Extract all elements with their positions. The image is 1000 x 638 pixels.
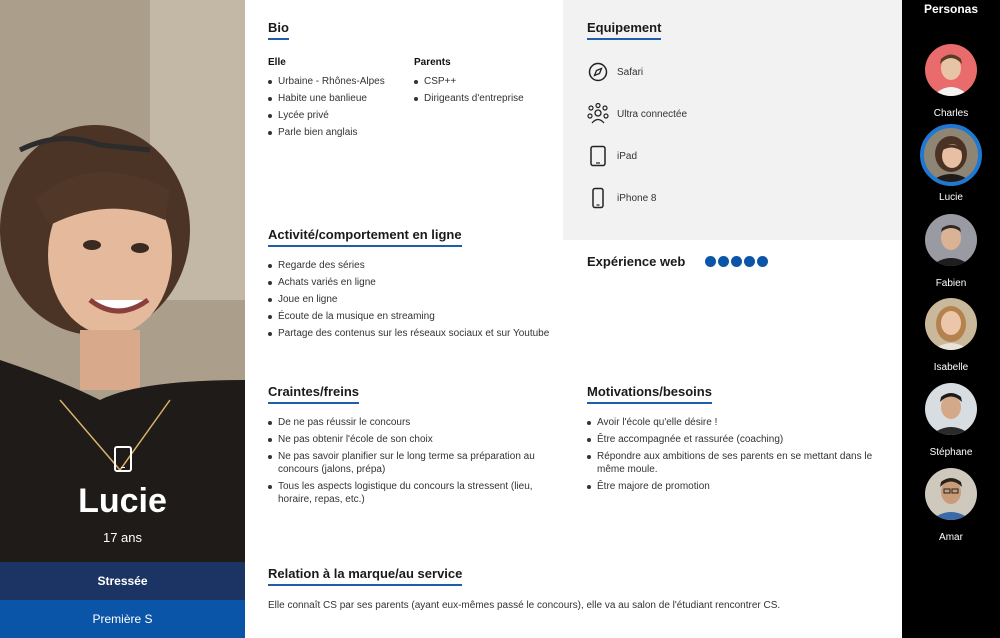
list-item: Écoute de la musique en streaming <box>268 310 568 323</box>
equipment-item <box>587 103 687 125</box>
list-item: Urbaine - Rhônes-Alpes <box>268 75 408 88</box>
phone-icon <box>587 187 609 209</box>
tablet-icon <box>587 145 609 167</box>
list-item: Répondre aux ambitions de ses parents en se mettant dans le même moule. <box>587 450 877 476</box>
list-item: CSP++ <box>414 75 554 88</box>
list-item: Être accompagnée et rassurée (coaching) <box>587 433 877 446</box>
equipment-item <box>587 145 637 167</box>
equipment-item <box>587 187 656 209</box>
bio-title: Bio <box>268 20 289 40</box>
list-item: Ne pas obtenir l'école de son choix <box>268 433 548 446</box>
avatar[interactable] <box>925 383 977 435</box>
equipment-label: Ultra connectée <box>617 108 688 120</box>
equipment-title: Equipement <box>587 20 661 40</box>
web-experience <box>587 254 770 269</box>
fears-list <box>268 416 548 510</box>
list-item: Achats variés en ligne <box>268 276 568 289</box>
list-item: De ne pas réussir le concours <box>268 416 548 429</box>
persona-age: 17 ans <box>102 530 143 545</box>
rating-dot <box>744 256 755 267</box>
avatar[interactable] <box>920 124 982 186</box>
equipment-item <box>587 61 643 83</box>
persona-label: Amar <box>939 532 963 543</box>
compass-icon <box>587 61 609 83</box>
list-item: Partage des contenus sur les réseaux sociaux et sur Youtube <box>268 327 568 340</box>
persona-stephane[interactable] <box>902 383 1000 463</box>
persona-card <box>0 0 245 638</box>
list-item: Tous les aspects logistique du concours la stressent (lieu, horaire, repas, etc.) <box>268 480 548 506</box>
list-item: Avoir l'école qu'elle désire ! <box>587 416 877 429</box>
relation-title: Relation à la marque/au service <box>268 566 462 586</box>
persona-fabien[interactable] <box>902 214 1000 294</box>
persona-label: Fabien <box>935 278 967 289</box>
persona-charles[interactable] <box>902 44 1000 124</box>
relation-text: Elle connaît CS par ses parents (ayant eux-mêmes passé le concours), elle va au salon de l'étudiant rencontrer CS. <box>268 600 781 611</box>
rating-dot <box>705 256 716 267</box>
bio-parents-list <box>414 75 554 109</box>
tag-stressed: Stressée <box>0 562 245 600</box>
list-item: Parle bien anglais <box>268 126 408 139</box>
phone-icon <box>114 446 132 472</box>
list-item: Être majore de promotion <box>587 480 877 493</box>
persona-lucie[interactable] <box>902 124 1000 210</box>
avatar[interactable] <box>925 214 977 266</box>
persona-name: Lucie <box>78 482 167 520</box>
list-item: Ne pas savoir planifier sur le long terme sa préparation au concours (jalons, prépa) <box>268 450 548 476</box>
bio-elle-list <box>268 75 408 143</box>
equipment-label: Safari <box>617 66 644 78</box>
list-item: Regarde des séries <box>268 259 568 272</box>
list-item: Lycée privé <box>268 109 408 122</box>
activity-list <box>268 259 568 344</box>
rating-dot <box>757 256 768 267</box>
web-experience-label: Expérience web <box>587 254 686 269</box>
persona-label: Charles <box>933 108 969 119</box>
persona-label: Isabelle <box>933 362 969 373</box>
list-item: Dirigeants d'entreprise <box>414 92 554 105</box>
persona-amar[interactable] <box>902 468 1000 548</box>
list-item: Joue en ligne <box>268 293 568 306</box>
motivations-title: Motivations/besoins <box>587 384 712 404</box>
personas-title: Personas <box>923 2 979 16</box>
persona-label: Lucie <box>939 192 963 203</box>
persona-isabelle[interactable] <box>902 298 1000 378</box>
avatar[interactable] <box>925 298 977 350</box>
tag-grade: Première S <box>0 600 245 638</box>
equipment-label: iPhone 8 <box>617 192 657 204</box>
avatar[interactable] <box>925 44 977 96</box>
equipment-label: iPad <box>617 150 638 162</box>
network-person-icon <box>587 103 609 125</box>
persona-photo <box>0 0 245 562</box>
persona-label: Stéphane <box>929 447 973 458</box>
bio-elle-heading: Elle <box>268 57 286 68</box>
activity-title: Activité/comportement en ligne <box>268 227 462 247</box>
list-item: Habite une banlieue <box>268 92 408 105</box>
rating-dot <box>731 256 742 267</box>
fears-title: Craintes/freins <box>268 384 359 404</box>
rating-dot <box>718 256 729 267</box>
bio-parents-heading: Parents <box>414 57 451 68</box>
personas-sidebar <box>902 0 1000 638</box>
avatar[interactable] <box>925 468 977 520</box>
motivations-list <box>587 416 877 497</box>
